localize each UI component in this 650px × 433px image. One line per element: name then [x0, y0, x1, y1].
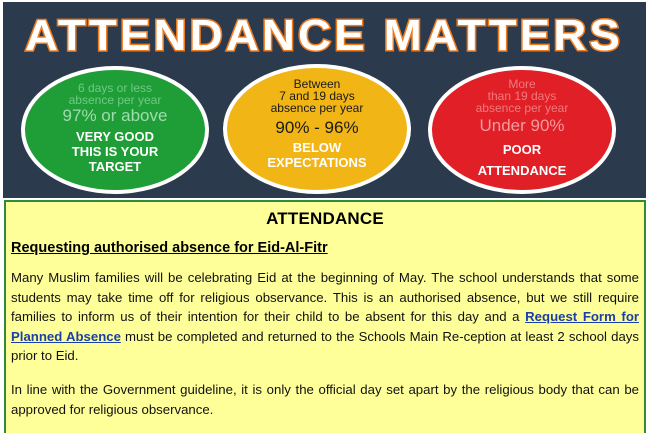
circle-amber-verdict-1: BELOW [292, 140, 342, 155]
banner-title [3, 2, 646, 64]
circle-poor [428, 66, 616, 194]
paragraph-1-text-before: Many Muslim families will be celebrating Eid at the beginning of May. The school understands that some students may take time off for religious observance. This is an authorised absence, but we still require families to inform us of their intention for their child to be absent for this day and a [11, 270, 639, 324]
attendance-notice [4, 200, 646, 433]
circle-amber-range: 90% - 96% [275, 118, 359, 137]
circle-below-expectations [223, 64, 411, 194]
notice-paragraph-2: In line with the Government guideline, it is only the official day set apart by the religious body that can be approved for religious observance. [11, 382, 639, 417]
circle-red-line-1: More [508, 77, 536, 91]
circle-green-verdict-3: TARGET [88, 159, 142, 174]
circle-amber-line-3: absence per year [270, 101, 364, 115]
request-form-link[interactable]: Request Form for Planned Absence [11, 309, 640, 344]
banner-title-graphic [3, 2, 646, 64]
circle-red-line-2: than 19 days [487, 89, 557, 103]
circle-very-good [21, 66, 209, 194]
circle-amber-line-2: 7 and 19 days [279, 89, 355, 103]
circle-red-range: Under 90% [479, 116, 565, 135]
circle-red-verdict-1: POOR [502, 142, 542, 157]
attendance-banner [3, 2, 646, 198]
notice-subheading: Requesting authorised absence for Eid-Al-Fitr [11, 240, 328, 256]
circle-green-verdict-1: VERY GOOD [75, 129, 155, 144]
notice-heading: ATTENDANCE [266, 209, 384, 228]
circle-red-line-3: absence per year [475, 101, 569, 115]
circle-amber-verdict-2: EXPECTATIONS [267, 155, 367, 170]
circle-red-verdict-2: ATTENDANCE [477, 163, 567, 178]
circle-green-verdict-2: THIS IS YOUR [71, 144, 159, 159]
notice-paragraph-1 [11, 268, 639, 366]
banner-title-text: ATTENDANCE MATTERS [25, 11, 623, 60]
paragraph-1-text-after: must be completed and returned to the Schools Main Re-ception at least 2 school days prior to Eid. [11, 328, 639, 363]
circle-green-range: 97% or above [62, 106, 168, 125]
circle-green-line-2: absence per year [68, 93, 162, 107]
circle-green-line-1: 6 days or less [77, 81, 153, 95]
circle-amber-line-1: Between [293, 77, 341, 91]
